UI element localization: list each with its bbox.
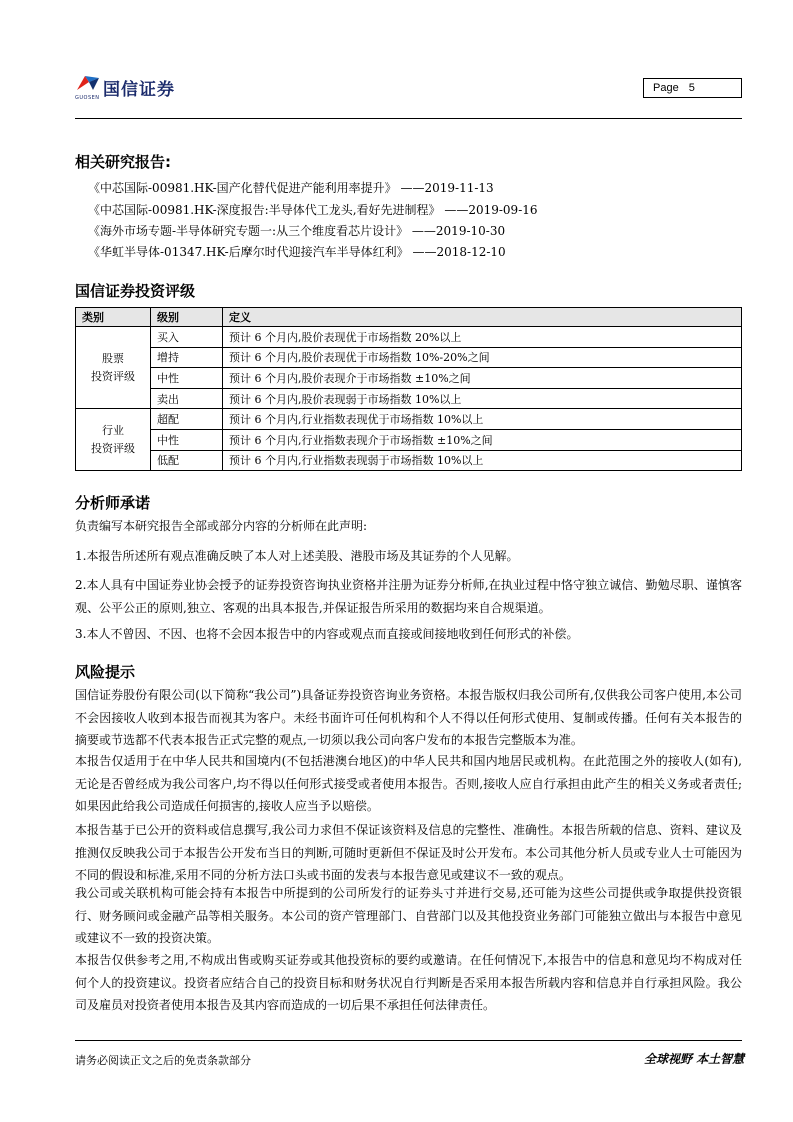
definition-cell: 预计 6 个月内,行业指数表现弱于市场指数 10%以上 — [223, 450, 742, 471]
analyst-item: 3.本人不曾因、不因、也将不会因本报告中的内容或观点而直接或间接地收到任何形式的补偿。 — [75, 627, 579, 641]
header-divider — [75, 118, 742, 119]
level-cell: 买入 — [151, 327, 223, 348]
analyst-item: 1.本报告所述所有观点准确反映了本人对上述美股、港股市场及其证券的个人见解。 — [75, 549, 519, 563]
page-indicator — [643, 78, 742, 98]
risk-paragraph: 我公司或关联机构可能会持有本报告中所提到的公司所发行的证券头寸并进行交易,还可能为这些公司提供或争取提供投资银行、财务顾问或金融产品等相关服务。本公司的资产管理部门、自营部门以及其他投资业务部门可能独立做出与本报告中意见或建议不一致的投资决策。 — [75, 886, 742, 946]
definition-cell: 预计 6 个月内,股价表现弱于市场指数 10%以上 — [223, 388, 742, 409]
logo-text: 国信证券 — [103, 80, 175, 100]
company-logo — [75, 72, 190, 102]
definition-cell: 预计 6 个月内,股价表现介于市场指数 ±10%之间 — [223, 368, 742, 389]
table-row — [76, 450, 742, 471]
level-cell: 增持 — [151, 347, 223, 368]
related-report-item: 《中芯国际-00981.HK-国产化替代促进产能利用率提升》 ——2019-11-13 — [88, 181, 494, 195]
table-row — [76, 388, 742, 409]
footer-slogan: 全球视野 本土智慧 — [644, 1052, 745, 1066]
table-row — [76, 429, 742, 450]
page-label: Page — [653, 82, 679, 94]
risk-paragraph: 本报告仅供参考之用,不构成出售或购买证券或其他投资标的要约或邀请。在任何情况下,本报告中的信息和意见均不构成对任何个人的投资建议。投资者应结合自己的投资目标和财务状况自行判断是否采用本报告所载内容和信息并自行承担风险。我公司及雇员对投资者使用本报告及其内容而造成的一切后果不承担任何法律责任。 — [75, 953, 742, 1013]
category-line: 投资评级 — [91, 369, 135, 383]
definition-cell: 预计 6 个月内,股价表现优于市场指数 10%-20%之间 — [223, 347, 742, 368]
header-level: 级别 — [151, 308, 223, 327]
category-line: 行业 — [102, 423, 124, 437]
category-line: 股票 — [102, 351, 124, 365]
industry-category-cell — [76, 409, 151, 471]
table-row — [76, 409, 742, 430]
category-line: 投资评级 — [91, 441, 135, 455]
level-cell: 低配 — [151, 450, 223, 471]
logo-subtext: GUOSEN — [75, 95, 100, 101]
analyst-item: 2.本人具有中国证券业协会授予的证券投资咨询执业资格并注册为证券分析师,在执业过程中恪守独立诚信、勤勉尽职、谨慎客观、公平公正的原则,独立、客观的出具本报告,并保证报告所采用的数据均来自合规渠道。 — [75, 578, 742, 615]
risk-title: 风险提示 — [75, 663, 136, 681]
logo-mark-icon — [75, 72, 101, 94]
related-report-item: 《海外市场专题-半导体研究专题一:从三个维度看芯片设计》 ——2019-10-30 — [88, 224, 506, 238]
stock-category-cell — [76, 327, 151, 409]
definition-cell: 预计 6 个月内,行业指数表现介于市场指数 ±10%之间 — [223, 429, 742, 450]
risk-paragraph: 本报告仅适用于在中华人民共和国境内(不包括港澳台地区)的中华人民共和国内地居民或机构。在此范围之外的接收人(如有),无论是否曾经成为我公司客户,均不得以任何形式接受或者使用本报告。否则,接收人应自行承担由此产生的相关义务或者责任;如果因此给我公司造成任何损害的,接收人应当予以赔偿。 — [75, 754, 742, 814]
rating-table — [75, 307, 742, 471]
header-category: 类别 — [76, 308, 151, 327]
level-cell: 卖出 — [151, 388, 223, 409]
risk-paragraph: 本报告基于已公开的资料或信息撰写,我公司力求但不保证该资料及信息的完整性、准确性。本报告所载的信息、资料、建议及推测仅反映我公司于本报告公开发布当日的判断,可随时更新但不保证及时公开发布。本公司其他分析人员或专业人士可能因为不同的假设和标准,采用不同的分析方法口头或书面的发表与本报告意见或建议不一致的观点。 — [75, 823, 742, 883]
table-row — [76, 347, 742, 368]
level-cell: 中性 — [151, 368, 223, 389]
analyst-title: 分析师承诺 — [75, 494, 151, 512]
table-header-row — [76, 308, 742, 327]
definition-cell: 预计 6 个月内,股价表现优于市场指数 20%以上 — [223, 327, 742, 348]
level-cell: 中性 — [151, 429, 223, 450]
definition-cell: 预计 6 个月内,行业指数表现优于市场指数 10%以上 — [223, 409, 742, 430]
related-report-item: 《华虹半导体-01347.HK-后摩尔时代迎接汽车半导体红利》 ——2018-12-10 — [88, 245, 506, 259]
table-row — [76, 368, 742, 389]
footer-disclaimer-note: 请务必阅读正文之后的免责条款部分 — [75, 1054, 251, 1067]
table-row — [76, 327, 742, 348]
analyst-intro: 负责编写本研究报告全部或部分内容的分析师在此声明: — [75, 519, 368, 533]
rating-title: 国信证券投资评级 — [75, 282, 196, 300]
footer-divider — [75, 1040, 742, 1041]
related-reports-title: 相关研究报告: — [75, 153, 171, 171]
header-definition: 定义 — [223, 308, 742, 327]
risk-paragraph: 国信证券股份有限公司(以下简称“我公司”)具备证券投资咨询业务资格。本报告版权归我公司所有,仅供我公司客户使用,本公司不会因接收人收到本报告而视其为客户。未经书面许可任何机构和个人不得以任何形式使用、复制或传播。任何有关本报告的摘要或节选都不代表本报告正式完整的观点,一切须以我公司向客户发布的本报告完整版本为准。 — [75, 688, 742, 748]
related-report-item: 《中芯国际-00981.HK-深度报告:半导体代工龙头,看好先进制程》 ——2019-09-16 — [88, 203, 538, 217]
page-number: 5 — [688, 82, 695, 94]
level-cell: 超配 — [151, 409, 223, 430]
